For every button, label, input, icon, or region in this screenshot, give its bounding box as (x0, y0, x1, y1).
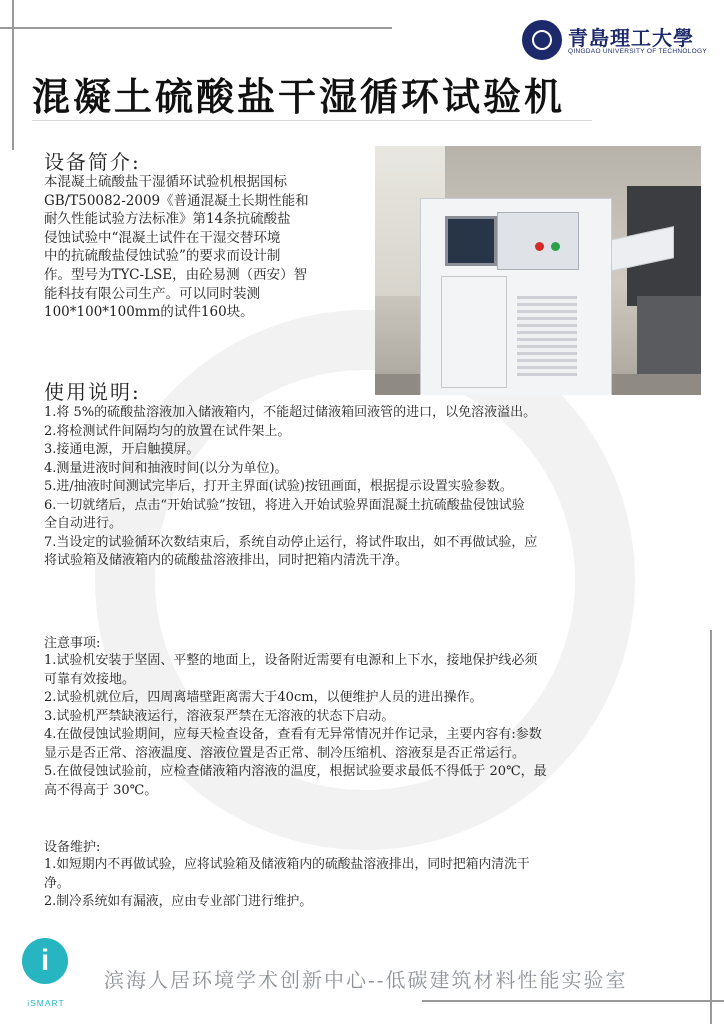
usage-line: 1.将 5%的硫酸盐溶液加入储液箱内，不能超过储液箱回液管的进口，以免溶液溢出。 (44, 405, 537, 420)
ismart-i-icon: i (22, 938, 68, 984)
notes-list (44, 652, 704, 800)
usage-line: 5.进/抽液时间测试完毕后，打开主界面(试验)按钮画面，根据提示设置实验参数。 (44, 479, 513, 494)
usage-line: 将试验箱及储液箱内的硫酸盐溶液排出，同时把箱内清洗干净。 (44, 553, 409, 568)
frame-line-bottom (422, 1000, 724, 1002)
maintenance-list (44, 856, 704, 912)
notes-heading: 注意事项: (44, 636, 101, 651)
intro-line: 本混凝土硫酸盐干湿循环试验机根据国标 (44, 174, 287, 190)
intro-line: 中的抗硫酸盐侵蚀试验”的要求而设计制 (44, 248, 281, 265)
ismart-logo (22, 938, 70, 1018)
notes-line: 2.试验机就位后，四周离墙壁距离需大于40cm，以便维护人员的进出操作。 (44, 690, 483, 705)
frame-line-left (12, 0, 14, 150)
usage-line: 7.当设定的试验循环次数结束后，系统自动停止运行，将试件取出，如不再做试验，应 (44, 534, 538, 550)
photo-vent (517, 296, 577, 376)
photo-green-button (551, 242, 560, 251)
intro-line: 侵蚀试验中“混凝土试件在干湿交替环境 (44, 229, 281, 246)
photo-control-panel (497, 212, 579, 270)
usage-line: 全自动进行。 (44, 516, 123, 531)
notes-line: 5.在做侵蚀试验前，应检查储液箱内溶液的温度，根据试验要求最低不得低于 20℃，最 (44, 764, 547, 779)
maintenance-line: 2.制冷系统如有漏液，应由专业部门进行维护。 (44, 894, 313, 909)
usage-line: 3.接通电源，开启触摸屏。 (44, 442, 200, 457)
university-name-cn: 青島理工大學 (568, 26, 694, 50)
photo-touchscreen (445, 216, 497, 266)
usage-line: 4.测量进液时间和抽液时间(以分为单位)。 (44, 460, 288, 476)
maintenance-line: 净。 (44, 875, 70, 891)
photo-red-button (535, 242, 544, 251)
maintenance-heading: 设备维护: (44, 840, 101, 855)
usage-line: 2.将检测试件间隔均匀的放置在试件架上。 (44, 423, 291, 439)
maintenance-line: 1.如短期内不再做试验，应将试验箱及储液箱内的硫酸盐溶液排出，同时把箱内清洗干 (44, 857, 530, 872)
intro-line: 作。型号为TYC-LSE，由砼易测（西安）智 (44, 266, 308, 283)
equipment-photo (375, 146, 701, 395)
intro-text (44, 173, 362, 322)
notes-line: 高不得高于 30℃。 (44, 782, 158, 798)
intro-line: 能科技有限公司生产。可以同时装测 (44, 285, 260, 302)
notes-line: 可靠有效接地。 (44, 671, 136, 687)
usage-heading: 使用说明: (44, 380, 141, 404)
notes-line: 1.试验机安装于坚固、平整的地面上，设备附近需要有电源和上下水，接地保护线必须 (44, 653, 538, 668)
intro-line: GB/T50082-2009《普通混凝土长期性能和 (44, 192, 309, 209)
notes-line: 显示是否正常、溶液温度、溶液位置是否正常、制冷压缩机、溶液泵是否正常运行。 (44, 745, 526, 761)
intro-line: 耐久性能试验方法标准》第14条抗硫酸盐 (44, 211, 291, 228)
frame-line-top (0, 27, 392, 29)
university-logo (522, 20, 712, 64)
university-seal-icon (522, 20, 562, 60)
ismart-brand-text: iSMART (27, 998, 65, 1008)
usage-list (44, 404, 704, 571)
photo-machine-door (441, 276, 507, 388)
footer-lab-name: 滨海人居环境学术创新中心--低碳建筑材料性能实验室 (104, 968, 628, 992)
usage-line: 6.一切就绪后，点击“开始试验”按钮，将进入开始试验界面混凝土抗硫酸盐侵蚀试验 (44, 497, 525, 513)
page-title: 混凝土硫酸盐干湿循环试验机 (32, 74, 566, 119)
intro-line: 100*100*100mm的试件160块。 (44, 304, 254, 321)
intro-heading: 设备简介: (44, 150, 141, 174)
notes-line: 3.试验机严禁缺液运行，溶液泵严禁在无溶液的状态下启动。 (44, 708, 395, 724)
frame-line-right (710, 630, 712, 1024)
notes-line: 4.在做侵蚀试验期间，应每天检查设备，查看有无异常情况并作记录，主要内容有:参数 (44, 727, 542, 742)
university-name-en: QINGDAO UNIVERSITY OF TECHNOLOGY (568, 48, 708, 55)
